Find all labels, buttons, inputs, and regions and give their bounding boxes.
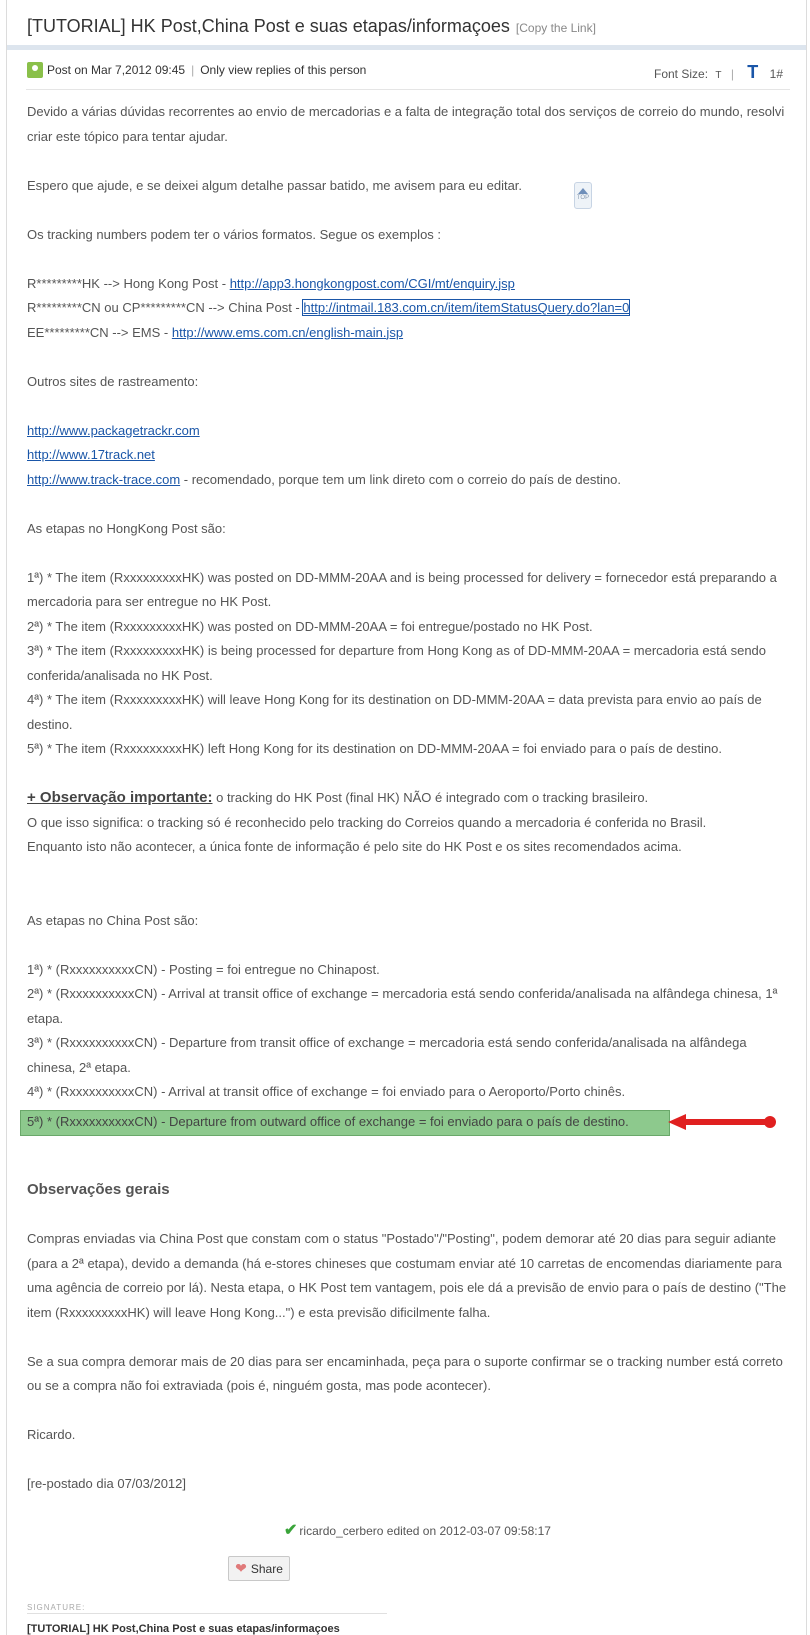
signature-label: SIGNATURE: [27, 1603, 86, 1612]
hk-post-link[interactable]: http://app3.hongkongpost.com/CGI/mt/enquiry.jsp [229, 275, 515, 291]
format-hk-line [27, 272, 797, 297]
edited-note [284, 1520, 551, 1540]
site-line-1 [27, 419, 797, 444]
important-note-text: o tracking do HK Post (final HK) NÃO é integrado com o tracking brasileiro. [212, 790, 649, 805]
hk-step-4: 4ª) * The item (RxxxxxxxxxHK) will leave Hong Kong for its destination on DD-MMM-20AA = data prevista para envio ao país de destino. [27, 692, 762, 732]
hk-step-2: 2ª) * The item (RxxxxxxxxxHK) was posted on DD-MMM-20AA = foi entregue/postado no HK Post. [27, 618, 593, 634]
share-button[interactable] [228, 1556, 290, 1581]
important-note-line-3: Enquanto isto não acontecer, a única fonte de informação é pelo site do HK Post e os sites recomendados acima. [27, 839, 682, 854]
meta-divider: | [191, 63, 195, 77]
17track-link[interactable]: http://www.17track.net [27, 447, 155, 462]
font-size-control [654, 62, 783, 83]
cn-step-4: 4ª) * (RxxxxxxxxxxCN) - Arrival at transit office of exchange = foi enviado para o Aeroporto/Porto chinês. [27, 1084, 626, 1099]
font-large-button[interactable]: T [747, 62, 759, 82]
font-small-button[interactable]: T [715, 70, 722, 81]
signature-text: [TUTORIAL] HK Post,China Post e suas etapas/informaçoes [27, 1623, 340, 1635]
important-note-line-2: O que isso significa: o tracking só é reconhecido pelo tracking do Correios quando a mercadoria é conferida no Brasil. [27, 814, 707, 830]
post-meta [27, 62, 366, 78]
post-title-text: [TUTORIAL] HK Post,China Post e suas etapas/informaçoes [27, 16, 510, 36]
hk-step-5: 5ª) * The item (RxxxxxxxxxHK) left Hong Kong for its destination on DD-MMM-20AA = foi enviado para o país de destino. [27, 741, 722, 756]
cn-step-2: 2ª) * (RxxxxxxxxxxCN) - Arrival at transit office of exchange = mercadoria está sendo conferida/analisada na alfândega chinesa, 1ª etapa. [27, 986, 778, 1026]
reposted-note: [re-postado dia 07/03/2012] [27, 1476, 187, 1491]
format-cn-line [27, 296, 797, 321]
format-ems-text: EE*********CN --> EMS - [27, 324, 172, 340]
ems-link[interactable]: http://www.ems.com.cn/english-main.jsp [171, 324, 404, 340]
signoff-name: Ricardo. [27, 1427, 76, 1442]
top-button-label: TOP [576, 195, 590, 201]
hk-step-3: 3ª) * The item (RxxxxxxxxxHK) is being processed for departure from Hong Kong as of DD-MMM-20AA = mercadoria está sendo conferida/analisada no HK Post. [27, 643, 767, 683]
font-size-label: Font Size: [654, 67, 709, 81]
heart-icon: ❤ [235, 1560, 247, 1576]
format-ems-line [27, 321, 797, 346]
only-view-link[interactable]: Only view replies of this person [200, 63, 367, 77]
meta-divider-line [26, 89, 790, 90]
important-note-label: + Observação importante: [27, 789, 213, 806]
check-icon: ✔ [284, 1522, 298, 1539]
title-bar [7, 0, 806, 50]
important-note [27, 786, 797, 811]
hk-step-1: 1ª) * The item (RxxxxxxxxxHK) was posted on DD-MMM-20AA and is being processed for delivery = fornecedor está preparando a mercadoria para ser entregue no HK Post. [27, 569, 777, 609]
copy-link-button[interactable]: [Copy the Link] [515, 21, 596, 35]
post-content [27, 100, 797, 1497]
format-hk-text: R*********HK --> Hong Kong Post - [27, 275, 230, 291]
packagetrackr-link[interactable]: http://www.packagetrackr.com [27, 422, 200, 438]
site-line-3 [27, 468, 797, 493]
page-title [27, 16, 596, 37]
cn-step-5: 5ª) * (RxxxxxxxxxxCN) - Departure from outward office of exchange = foi enviado para o país de destino. [27, 1114, 629, 1129]
track-trace-note: - recomendado, porque tem um link direto com o correio do país de destino. [180, 471, 621, 487]
post-date: Post on Mar 7,2012 09:45 [47, 63, 186, 77]
floor-number: 1# [769, 67, 783, 81]
china-post-link[interactable]: http://intmail.183.com.cn/item/itemStatusQuery.do?lan=0 [303, 300, 630, 315]
site-line-2 [27, 443, 797, 468]
share-label: Share [250, 1561, 283, 1576]
red-arrow-icon [668, 1112, 780, 1132]
hope-paragraph: Espero que ajude, e se deixei algum detalhe passar batido, me avisem para eu editar. [27, 177, 523, 193]
track-trace-link[interactable]: http://www.track-trace.com [27, 471, 181, 487]
hk-steps-heading: As etapas no HongKong Post são: [27, 520, 226, 536]
format-cn-text: R*********CN ou CP*********CN --> China Post - [27, 300, 304, 315]
cn-steps-heading: As etapas no China Post são: [27, 912, 199, 928]
general-notes-paragraph-1: Compras enviadas via China Post que constam com o status "Postado"/"Posting", podem demorar até 20 dias para seguir adiante (para a 2ª etapa), devido a demanda (há e-stores chineses que costumam enviar até 10 carretas de encomendas diariamente para uma agência de correio por lá). Nesta etapa, o HK Post tem vantagem, pois ele dá a previsão de envio para o país de destino ("The item (RxxxxxxxxxHK) will leave Hong Kong...") e esta previsão dificilmente falha. [27, 1231, 787, 1320]
cn-step-3: 3ª) * (RxxxxxxxxxxCN) - Departure from transit office of exchange = mercadoria está sendo conferida/analisada na alfândega chinesa, 2ª etapa. [27, 1035, 747, 1075]
font-divider: | [730, 67, 734, 81]
other-sites-heading: Outros sites de rastreamento: [27, 373, 199, 389]
cn-step-1: 1ª) * (RxxxxxxxxxxCN) - Posting = foi entregue no Chinapost. [27, 961, 380, 977]
formats-paragraph: Os tracking numbers podem ter o vários formatos. Segue os exemplos : [27, 226, 442, 242]
intro-paragraph: Devido a várias dúvidas recorrentes ao envio de mercadorias e a falta de integração total dos serviços de correio do mundo, resolvi criar este tópico para tentar ajudar. [27, 104, 785, 144]
user-icon [27, 62, 43, 78]
edited-text: ricardo_cerbero edited on 2012-03-07 09:58:17 [299, 1524, 551, 1538]
general-notes-heading: Observações gerais [27, 1181, 170, 1198]
general-notes-paragraph-2: Se a sua compra demorar mais de 20 dias para ser encaminhada, peça para o suporte confirmar se o tracking number está correto ou se a compra não foi extraviada (pois é, ninguém gosta, mas pode acontecer). [27, 1353, 783, 1393]
signature-divider [27, 1613, 387, 1614]
